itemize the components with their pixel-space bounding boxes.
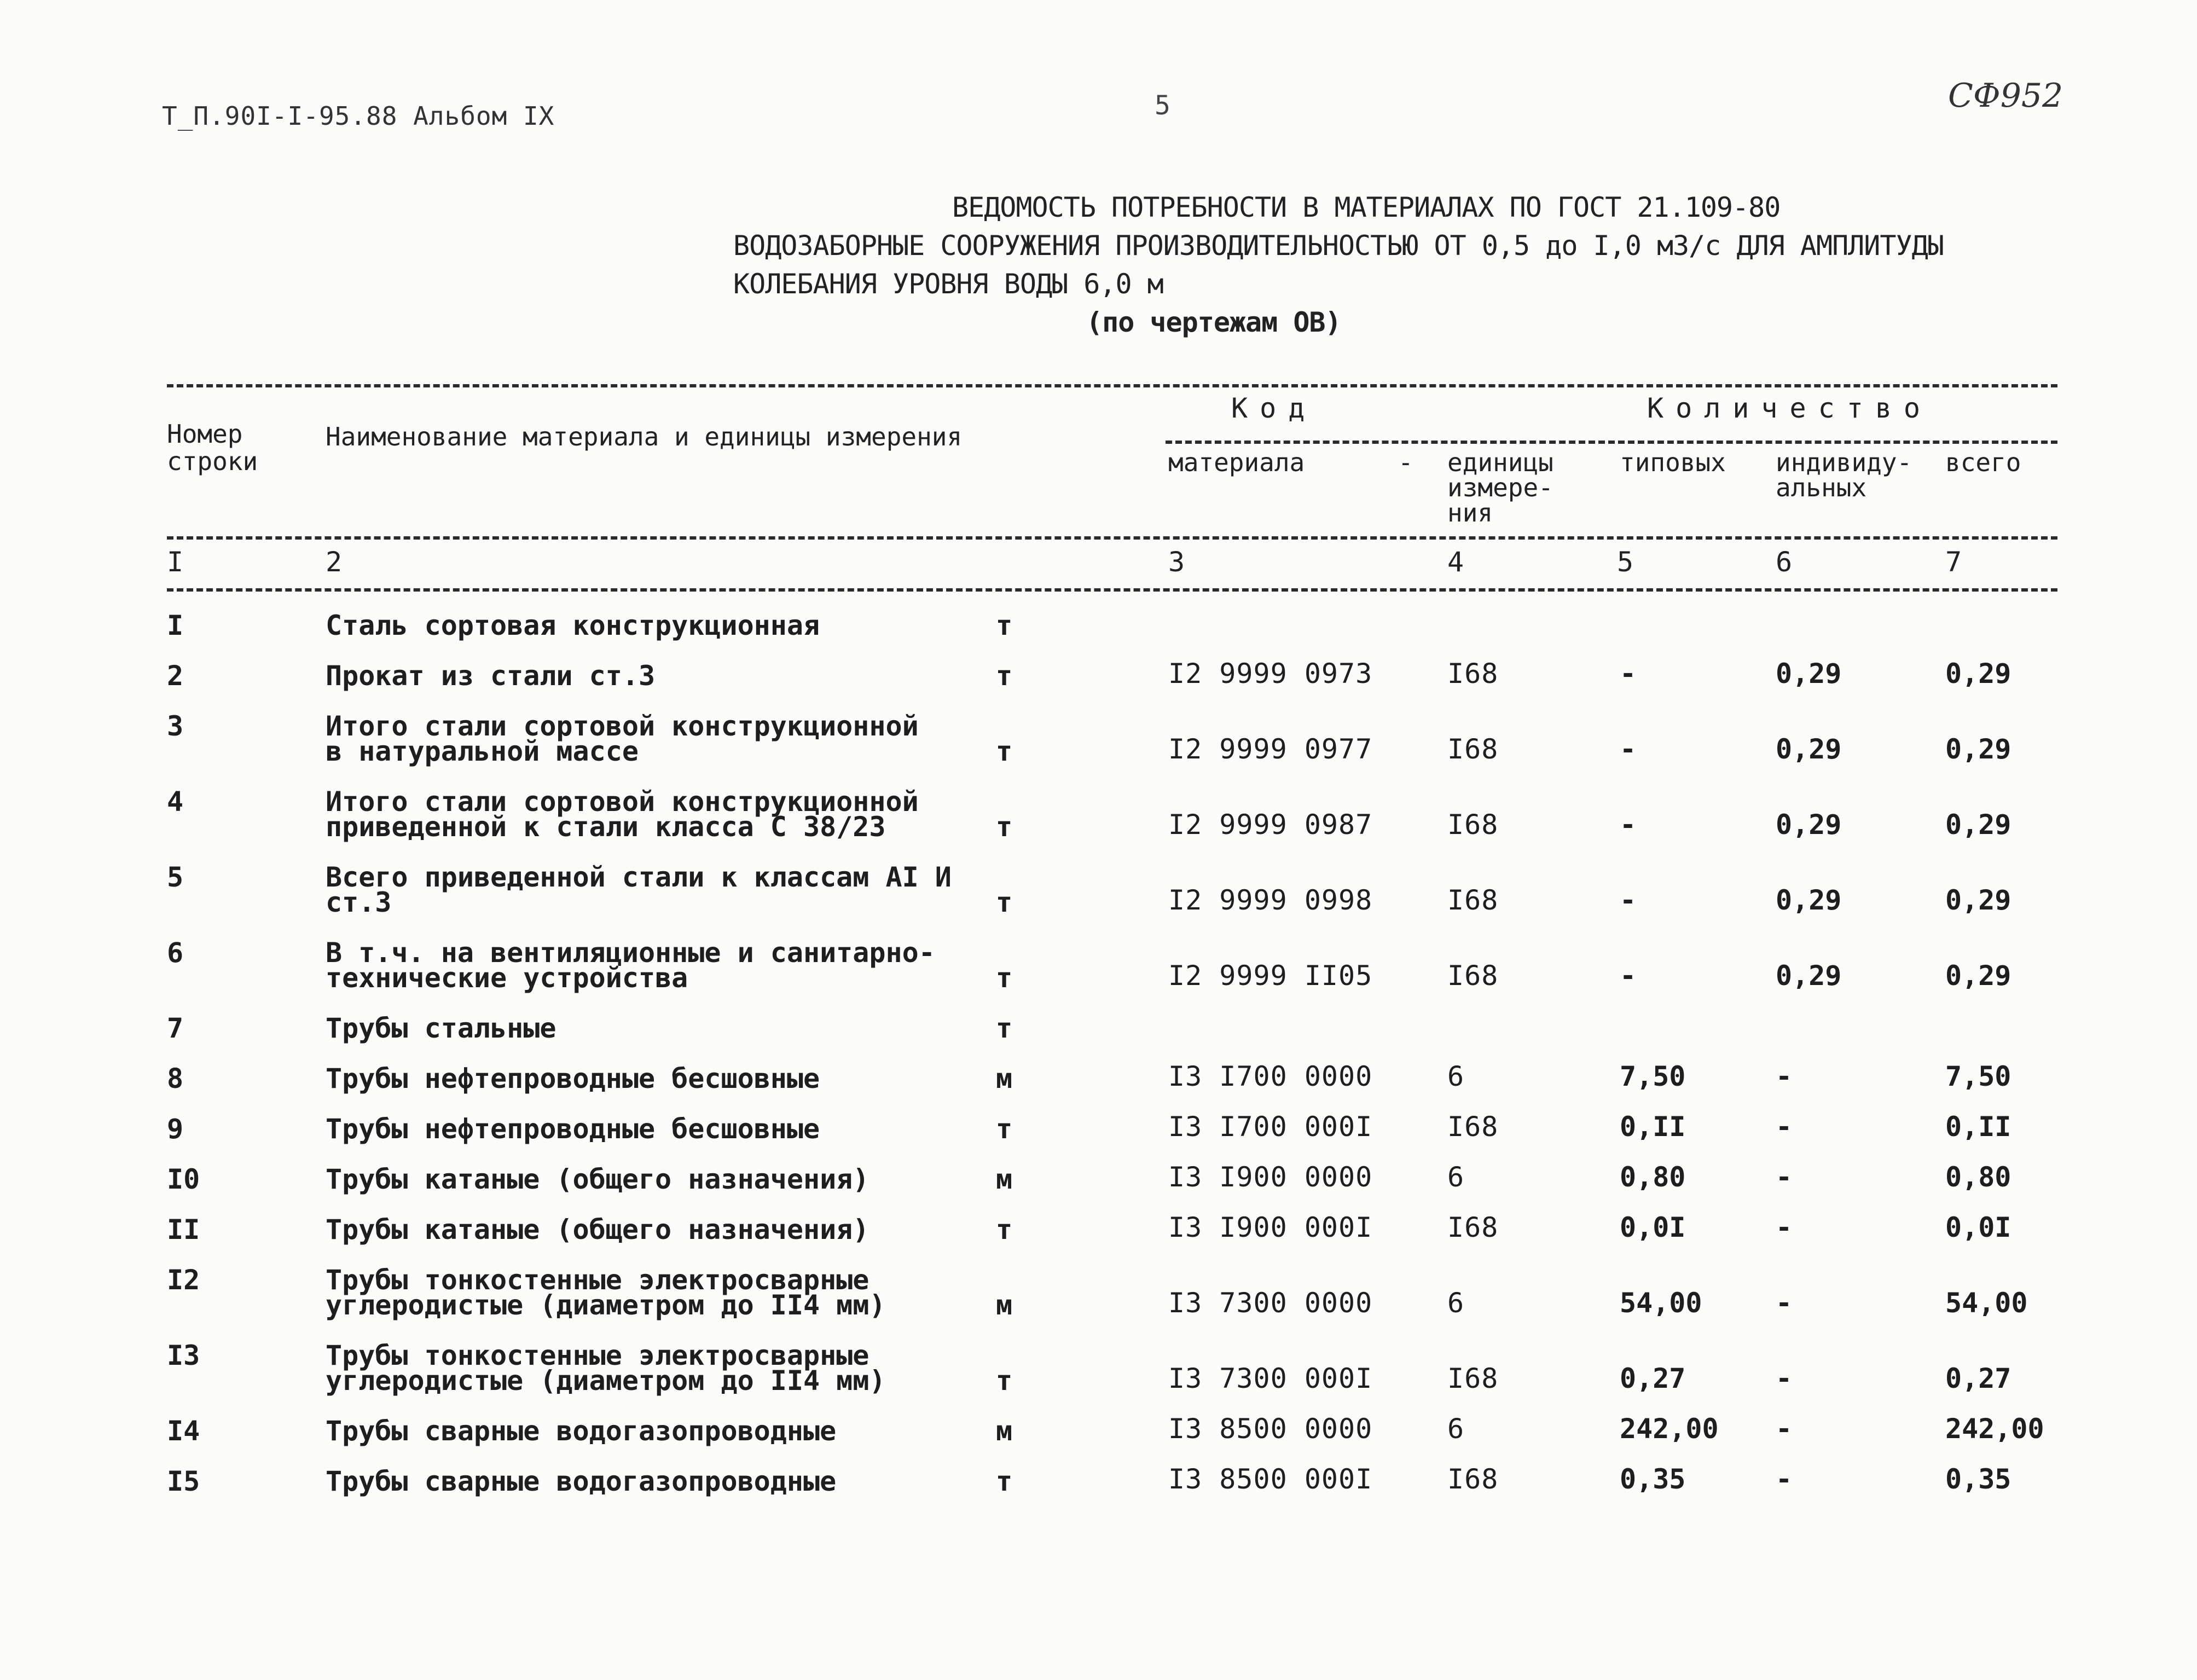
- header-quantity-group: Количество: [1647, 392, 1933, 424]
- material-name-line: В т.ч. на вентиляционные и санитарно-: [326, 937, 935, 969]
- header-material-code: материала: [1168, 448, 1305, 477]
- quantity-typical: -: [1620, 658, 1637, 690]
- material-name-line: Трубы сварные водогазопроводные: [326, 1465, 837, 1497]
- unit-code: I68: [1447, 1363, 1499, 1394]
- material-name-line: Итого стали сортовой конструкционной: [326, 710, 919, 742]
- quantity-total: 0,II: [1945, 1111, 2011, 1143]
- row-number: 2: [167, 660, 184, 692]
- material-name-line: Трубы катаные (общего назначения): [326, 1214, 869, 1245]
- header-typical: типовых: [1620, 448, 1726, 477]
- quantity-typical: -: [1620, 960, 1637, 992]
- column-number-2: 2: [326, 546, 343, 578]
- quantity-total: 0,29: [1945, 658, 2011, 690]
- quantity-individual: 0,29: [1776, 733, 1842, 765]
- material-code: I3 I900 0000: [1168, 1161, 1373, 1193]
- row-number: 3: [167, 710, 184, 742]
- material-code: I2 9999 0987: [1168, 809, 1373, 841]
- material-name-line: Всего приведенной стали к классам AI И: [326, 861, 952, 893]
- quantity-individual: -: [1776, 1287, 1793, 1319]
- material-code: I2 9999 II05: [1168, 960, 1373, 992]
- unit-of-measure: т: [996, 962, 1013, 994]
- unit-of-measure: т: [996, 1365, 1013, 1397]
- quantity-typical: -: [1620, 733, 1637, 765]
- material-name-line: Трубы тонкостенные электросварные: [326, 1264, 869, 1296]
- unit-of-measure: т: [996, 1113, 1013, 1145]
- material-name-line: Трубы катаные (общего назначения): [326, 1163, 869, 1195]
- quantity-total: 7,50: [1945, 1061, 2011, 1092]
- handwritten-stamp: СФ952: [1948, 77, 2063, 115]
- quantity-total: 0,29: [1945, 960, 2011, 992]
- column-number-3: 3: [1168, 546, 1185, 578]
- quantity-individual: -: [1776, 1061, 1793, 1092]
- unit-of-measure: т: [996, 1214, 1013, 1245]
- unit-of-measure: т: [996, 735, 1013, 767]
- title-line-2: ВОДОЗАБОРНЫЕ СООРУЖЕНИЯ ПРОИЗВОДИТЕЛЬНОСТЬЮ ОТ 0,5 до I,0 м3/с ДЛЯ АМПЛИТУДЫ: [733, 230, 1944, 262]
- unit-of-measure: т: [996, 660, 1013, 692]
- unit-of-measure: м: [996, 1163, 1013, 1195]
- unit-of-measure: м: [996, 1415, 1013, 1447]
- quantity-total: 0,0I: [1945, 1212, 2011, 1243]
- header-material-name: Наименование материала и единицы измерения: [326, 422, 963, 451]
- quantity-total: 242,00: [1945, 1413, 2044, 1445]
- unit-code: 6: [1447, 1061, 1465, 1092]
- material-code: I3 I700 000I: [1168, 1111, 1373, 1143]
- material-name-line: углеродистые (диаметром до II4 мм): [326, 1289, 886, 1321]
- quantity-total: 0,27: [1945, 1363, 2011, 1394]
- quantity-individual: -: [1776, 1413, 1793, 1445]
- quantity-individual: -: [1776, 1161, 1793, 1193]
- column-numbers-divider: [167, 588, 2057, 592]
- quantity-typical: 7,50: [1620, 1061, 1686, 1092]
- document-reference: Т_П.90I-I-95.88 Альбом IX: [162, 101, 555, 131]
- material-name-line: технические устройства: [326, 962, 688, 994]
- material-name-line: Трубы сварные водогазопроводные: [326, 1415, 837, 1447]
- header-unit-2: измере-: [1447, 473, 1553, 502]
- material-name-line: ст.3: [326, 887, 392, 918]
- unit-of-measure: т: [996, 1012, 1013, 1044]
- column-number-5: 5: [1617, 546, 1634, 578]
- unit-of-measure: т: [996, 610, 1013, 641]
- page-number: 5: [1155, 90, 1170, 121]
- material-name-line: углеродистые (диаметром до II4 мм): [326, 1365, 886, 1397]
- quantity-typical: 0,27: [1620, 1363, 1686, 1394]
- unit-code: I68: [1447, 658, 1499, 690]
- quantity-total: 0,80: [1945, 1161, 2011, 1193]
- unit-of-measure: т: [996, 1465, 1013, 1497]
- row-number: 8: [167, 1063, 184, 1094]
- row-number: I4: [167, 1415, 200, 1447]
- row-number: 6: [167, 937, 184, 969]
- header-row-number-1: Номер: [167, 419, 243, 449]
- unit-code: 6: [1447, 1287, 1465, 1319]
- row-number: 5: [167, 861, 184, 893]
- unit-code: I68: [1447, 809, 1499, 841]
- quantity-total: 54,00: [1945, 1287, 2028, 1319]
- material-name-line: Трубы тонкостенные электросварные: [326, 1340, 869, 1371]
- unit-code: 6: [1447, 1413, 1465, 1445]
- quantity-individual: -: [1776, 1363, 1793, 1394]
- column-number-1: I: [167, 546, 184, 578]
- header-top-divider: [167, 384, 2057, 387]
- unit-code: I68: [1447, 733, 1499, 765]
- quantity-total: 0,29: [1945, 733, 2011, 765]
- unit-code: I68: [1447, 1111, 1499, 1143]
- title-line-3: КОЛЕБАНИЯ УРОВНЯ ВОДЫ 6,0 м: [733, 268, 1163, 300]
- header-unit-3: ния: [1447, 498, 1493, 528]
- quantity-individual: 0,29: [1776, 884, 1842, 916]
- row-number: I0: [167, 1163, 200, 1195]
- quantity-individual: 0,29: [1776, 658, 1842, 690]
- row-number: I5: [167, 1465, 200, 1497]
- row-number: II: [167, 1214, 200, 1245]
- unit-of-measure: т: [996, 811, 1013, 843]
- header-row-number-2: строки: [167, 447, 258, 476]
- quantity-total: 0,29: [1945, 809, 2011, 841]
- material-code: I3 7300 0000: [1168, 1287, 1373, 1319]
- column-number-4: 4: [1447, 546, 1464, 578]
- material-code: I3 8500 000I: [1168, 1463, 1373, 1495]
- row-number: I: [167, 610, 184, 641]
- row-number: 4: [167, 786, 184, 818]
- material-code: I2 9999 0998: [1168, 884, 1373, 916]
- unit-code: I68: [1447, 1463, 1499, 1495]
- material-code: I2 9999 0977: [1168, 733, 1373, 765]
- material-code: I3 I700 0000: [1168, 1061, 1373, 1092]
- header-individual-1: индивиду-: [1776, 448, 1912, 477]
- material-name-line: Трубы нефтепроводные бесшовные: [326, 1063, 820, 1094]
- header-total: всего: [1945, 448, 2021, 477]
- quantity-individual: 0,29: [1776, 960, 1842, 992]
- material-name-line: Итого стали сортовой конструкционной: [326, 786, 919, 818]
- row-number: 7: [167, 1012, 184, 1044]
- quantity-typical: 0,35: [1620, 1463, 1686, 1495]
- row-number: I3: [167, 1340, 200, 1371]
- row-number: 9: [167, 1113, 184, 1145]
- unit-of-measure: м: [996, 1289, 1013, 1321]
- column-number-7: 7: [1945, 546, 1962, 578]
- material-name-line: Трубы нефтепроводные бесшовные: [326, 1113, 820, 1145]
- material-code: I3 8500 0000: [1168, 1413, 1373, 1445]
- unit-of-measure: м: [996, 1063, 1013, 1094]
- quantity-typical: 0,II: [1620, 1111, 1686, 1143]
- row-number: I2: [167, 1264, 200, 1296]
- title-line-1: ВЕДОМОСТЬ ПОТРЕБНОСТИ В МАТЕРИАЛАХ ПО ГОСТ 21.109-80: [952, 192, 1781, 223]
- column-number-6: 6: [1776, 546, 1793, 578]
- quantity-individual: -: [1776, 1212, 1793, 1243]
- quantity-typical: -: [1620, 884, 1637, 916]
- unit-code: 6: [1447, 1161, 1465, 1193]
- unit-code: I68: [1447, 1212, 1499, 1243]
- header-individual-2: альных: [1776, 473, 1867, 502]
- quantity-individual: -: [1776, 1111, 1793, 1143]
- quantity-typical: 0,0I: [1620, 1212, 1686, 1243]
- quantity-total: 0,35: [1945, 1463, 2011, 1495]
- material-code: I3 7300 000I: [1168, 1363, 1373, 1394]
- quantity-individual: 0,29: [1776, 809, 1842, 841]
- header-unit-1: единицы: [1447, 448, 1553, 477]
- header-code-group: Код: [1231, 392, 1317, 424]
- quantity-total: 0,29: [1945, 884, 2011, 916]
- material-name-line: Сталь сортовая конструкционная: [326, 610, 820, 641]
- title-line-4: (по чертежам ОВ): [1086, 306, 1341, 338]
- header-bottom-divider: [167, 536, 2057, 540]
- quantity-typical: 54,00: [1620, 1287, 1702, 1319]
- unit-code: I68: [1447, 960, 1499, 992]
- material-name-line: Прокат из стали ст.3: [326, 660, 656, 692]
- quantity-typical: 0,80: [1620, 1161, 1686, 1193]
- header-mid-divider: [1166, 441, 2057, 444]
- material-name-line: в натуральной массе: [326, 735, 639, 767]
- unit-of-measure: т: [996, 887, 1013, 918]
- material-name-line: Трубы стальные: [326, 1012, 557, 1044]
- quantity-individual: -: [1776, 1463, 1793, 1495]
- material-code: I2 9999 0973: [1168, 658, 1373, 690]
- material-code: I3 I900 000I: [1168, 1212, 1373, 1243]
- quantity-typical: -: [1620, 809, 1637, 841]
- quantity-typical: 242,00: [1620, 1413, 1719, 1445]
- header-dash: -: [1398, 448, 1413, 477]
- material-name-line: приведенной к стали класса С 38/23: [326, 811, 886, 843]
- unit-code: I68: [1447, 884, 1499, 916]
